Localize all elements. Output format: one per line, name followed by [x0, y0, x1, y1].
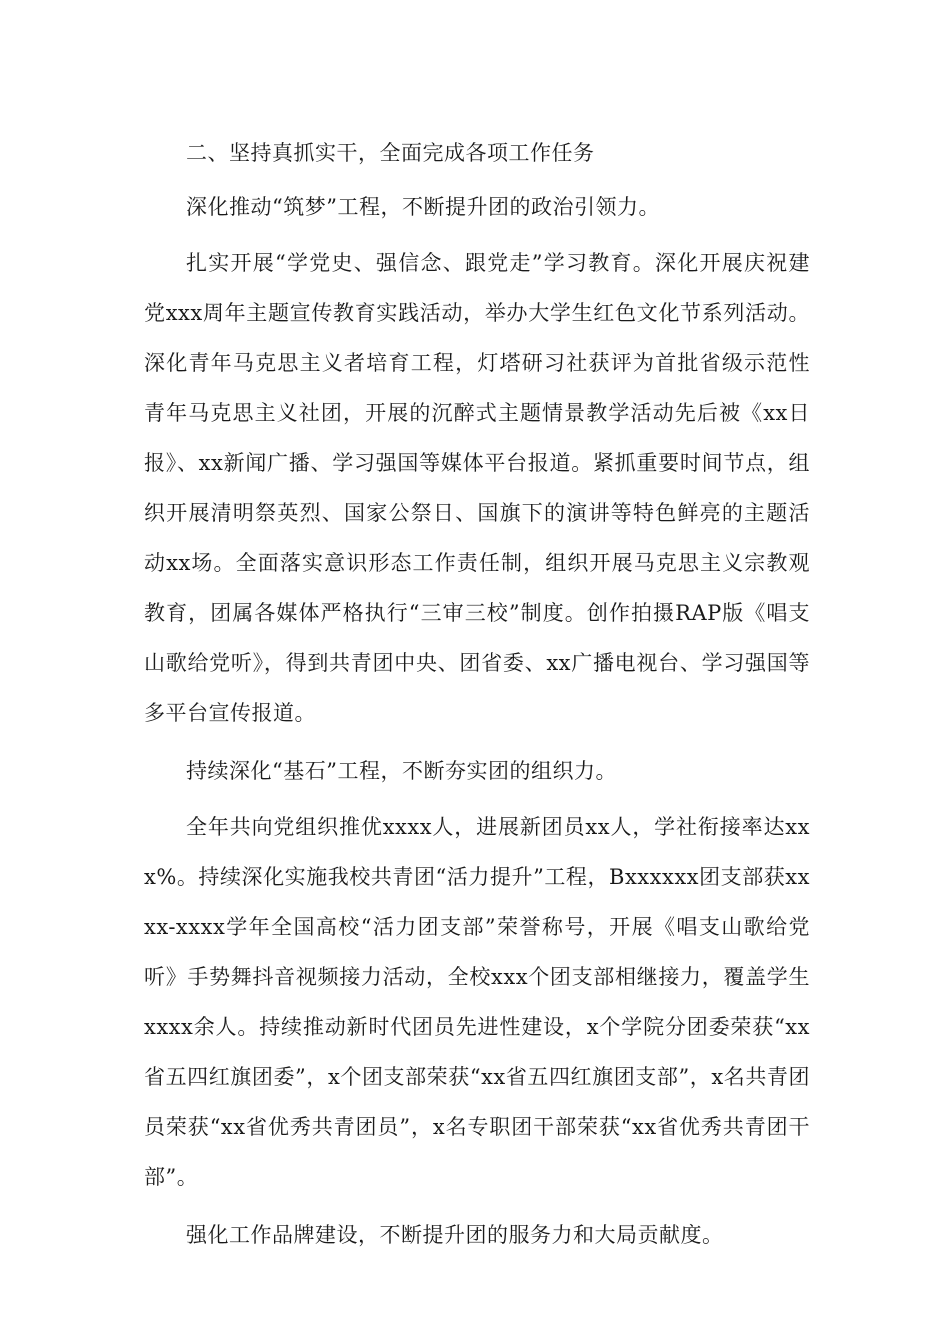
body-paragraph-political-guidance: 扎实开展“学党史、强信念、跟党走”学习教育。深化开展庆祝建党xxx周年主题宣传教育实践活动，举办大学生红色文化节系列活动。深化青年马克思主义者培育工程，灯塔研习社获评为首批省级示范性青年马克思主义社团，开展的沉醉式主题情景教学活动先后被《xx日报》、xx新闻广播、学习强国等媒体平台报道。紧抓重要时间节点，组织开展清明祭英烈、国家公祭日、国旗下的演讲等特色鲜亮的主题活动xx场。全面落实意识形态工作责任制，组织开展马克思主义宗教观教育，团属各媒体严格执行“三审三校”制度。创作拍摄RAP版《唱支山歌给党听》，得到共青团中央、团省委、xx广播电视台、学习强国等多平台宣传报道。: [144, 251, 810, 725]
body-paragraph-organization: 全年共向党组织推优xxxx人，进展新团员xx人，学社衔接率达xxx%。持续深化实施我校共青团“活力提升”工程，Bxxxxxx团支部获xxxx-xxxx学年全国高校“活力团支部”荣誉称号，开展《唱支山歌给党听》手势舞抖音视频接力活动，全校xxx个团支部相继接力，覆盖学生xxxx余人。持续推动新时代团员先进性建设，x个学院分团委荣获“xx省五四红旗团委”，x个团支部荣获“xx省五四红旗团支部”，x名共青团员荣获“xx省优秀共青团员”，x名专职团干部荣获“xx省优秀共青团干部”。: [144, 815, 810, 1189]
subheading-zhumeng-project: 深化推动“筑梦”工程，不断提升团的政治引领力。: [186, 195, 660, 219]
subheading-jishi-project: 持续深化“基石”工程，不断夯实团的组织力。: [186, 759, 617, 783]
section-heading: 二、坚持真抓实干，全面完成各项工作任务: [186, 141, 595, 165]
subheading-brand-building: 强化工作品牌建设，不断提升团的服务力和大局贡献度。: [186, 1223, 724, 1247]
